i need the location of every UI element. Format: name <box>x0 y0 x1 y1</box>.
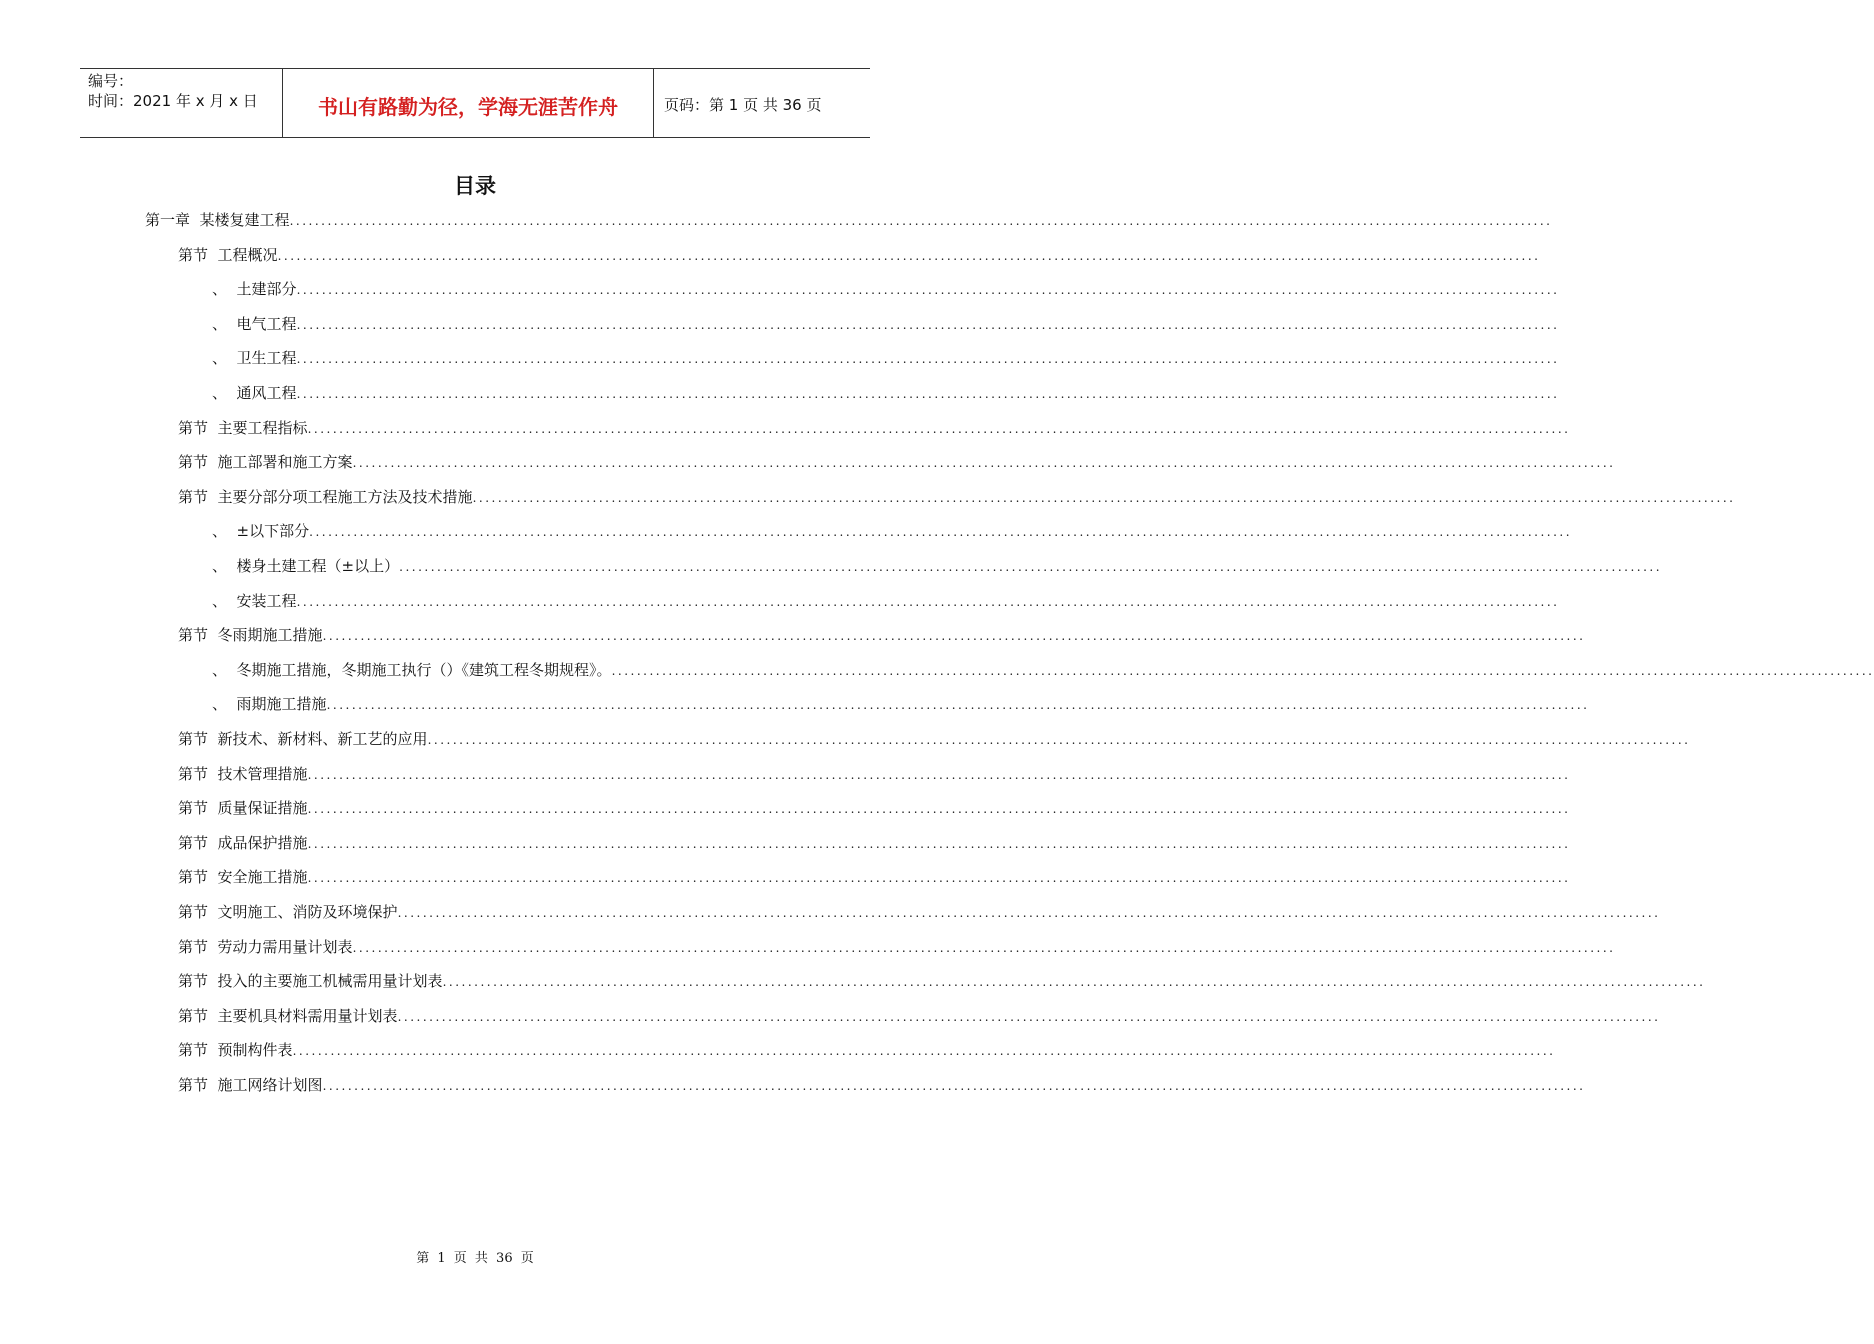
toc-entry-prefix: 第节 <box>178 730 218 748</box>
toc-dot-leader: ........................................................................................................................................................................................................ <box>307 421 1571 436</box>
toc-entry-prefix: 第节 <box>178 833 218 852</box>
toc-entry-text: 土建部分 <box>236 280 297 299</box>
header-meta-cell <box>80 69 282 137</box>
toc-entry-text: 施工网络计划图 <box>217 1076 323 1094</box>
toc-dot-leader: ........................................................................................................................................................................................................ <box>307 802 1571 817</box>
toc-entry[interactable] <box>178 1038 1556 1062</box>
toc-dot-leader: ........................................................................................................................................................................................................ <box>296 594 1560 609</box>
toc-entry[interactable] <box>212 346 1560 370</box>
toc-entry-text: 新技术、新材料、新工艺的应用 <box>217 730 428 748</box>
toc-entry[interactable] <box>178 485 1736 509</box>
toc-entry[interactable] <box>178 762 1571 786</box>
toc-dot-leader: ........................................................................................................................................................................................................ <box>296 387 1560 401</box>
toc-entry-text: 电气工程 <box>236 314 297 333</box>
toc-entry-text: 工程概况 <box>217 245 278 264</box>
toc-entry[interactable] <box>212 519 1573 543</box>
toc-entry-text: 劳动力需用量计划表 <box>217 937 353 956</box>
toc-entry-prefix: 第节 <box>178 487 218 506</box>
toc-entry-prefix: 第节 <box>178 245 218 264</box>
toc-entry-prefix: 、 <box>212 349 237 368</box>
toc-entry-prefix: 第节 <box>178 1076 218 1094</box>
document-code-label: 编号： <box>88 72 134 90</box>
header-table <box>80 68 870 138</box>
toc-entry-text: 安装工程 <box>236 591 297 610</box>
toc-entry-text: 冬期施工措施，冬期施工执行（）《建筑工程冬期规程》。 <box>236 660 612 679</box>
toc-entry-text: 卫生工程 <box>236 349 297 368</box>
toc-entry-prefix: 、 <box>212 695 237 714</box>
toc-entry-prefix: 、 <box>212 280 237 299</box>
toc-dot-leader: ........................................................................................................................................................................................................ <box>307 836 1571 851</box>
header-page-info: 页码：第 1 页 共 36 页 <box>664 95 822 114</box>
document-time-label: 时间：2021 年 x 月 x 日 <box>88 92 258 110</box>
toc-entry-prefix: 、 <box>212 591 237 610</box>
toc-entry-text: ±以下部分 <box>236 522 310 541</box>
toc-dot-leader: ........................................................................................................................................................................................................ <box>322 629 1586 644</box>
toc-entry[interactable] <box>178 865 1571 889</box>
toc-dot-leader: ........................................................................................................................................................................................................ <box>352 940 1616 955</box>
toc-dot-leader: ........................................................................................................................................................................................................ <box>399 560 1663 574</box>
toc-entry[interactable] <box>212 692 1590 716</box>
toc-entry-text: 主要工程指标 <box>217 418 308 437</box>
toc-dot-leader: ........................................................................................................................................................................................................ <box>309 525 1573 540</box>
toc-entry[interactable] <box>178 1073 1586 1097</box>
toc-entry-text: 质量保证措施 <box>217 799 308 818</box>
toc-entry-text: 楼身土建工程（±以上） <box>236 557 400 575</box>
toc-entry-text: 技术管理措施 <box>217 764 308 783</box>
toc-dot-leader: ........................................................................................................................................................................................................ <box>296 317 1560 332</box>
toc-dot-leader: ........................................................................................................................................................................................................ <box>472 490 1736 505</box>
toc-dot-leader: ........................................................................................................................................................................................................ <box>296 352 1560 367</box>
toc-entry[interactable] <box>178 831 1571 855</box>
toc-dot-leader: ........................................................................................................................................................................................................ <box>322 1079 1586 1093</box>
toc-entry-prefix: 、 <box>212 314 237 333</box>
toc-entry-text: 成品保护措施 <box>217 833 308 852</box>
toc-entry-prefix: 、 <box>212 522 237 541</box>
toc-dot-leader: ........................................................................................................................................................................................................ <box>352 456 1616 471</box>
toc-entry[interactable] <box>145 208 1553 232</box>
toc-dot-leader: ........................................................................................................................................................................................................ <box>292 1044 1556 1059</box>
toc-dot-leader: ........................................................................................................................................................................................................ <box>307 871 1571 886</box>
toc-entry[interactable] <box>212 381 1560 405</box>
toc-entry-prefix: 第节 <box>178 937 218 956</box>
toc-dot-leader: ........................................................................................................................................................................................................ <box>307 767 1571 782</box>
toc-entry[interactable] <box>212 658 1874 682</box>
toc-entry-text: 冬雨期施工措施 <box>217 626 323 645</box>
toc-entry[interactable] <box>212 589 1560 613</box>
header-motto: 书山有路勤为径，学海无涯苦作舟 <box>282 69 654 137</box>
toc-dot-leader: ........................................................................................................................................................................................................ <box>397 906 1661 920</box>
toc-entry-text: 施工部署和施工方案 <box>217 453 353 472</box>
toc-entry-text: 主要分部分项工程施工方法及技术措施 <box>217 487 473 506</box>
toc-dot-leader: ........................................................................................................................................................................................................ <box>326 698 1590 713</box>
toc-dot-leader: ........................................................................................................................................................................................................ <box>277 248 1541 263</box>
toc-entry[interactable] <box>212 277 1560 301</box>
toc-entry[interactable] <box>212 554 1663 578</box>
toc-entry-text: 投入的主要施工机械需用量计划表 <box>217 972 443 991</box>
toc-entry[interactable] <box>178 1004 1661 1028</box>
toc-entry[interactable] <box>212 312 1560 336</box>
toc-entry-prefix: 、 <box>212 660 237 679</box>
toc-entry-text: 某楼复建工程 <box>199 211 290 229</box>
page-footer: 第 1 页 共 36 页 <box>416 1251 534 1266</box>
toc-entry-prefix: 第节 <box>178 626 218 645</box>
toc-entry-prefix: 、 <box>212 384 237 402</box>
toc-dot-leader: ........................................................................................................................................................................................................ <box>442 975 1706 990</box>
toc-entry[interactable] <box>178 969 1706 993</box>
toc-entry-prefix: 第节 <box>178 799 218 818</box>
toc-dot-leader: ........................................................................................................................................................................................................ <box>611 663 1874 678</box>
toc-dot-leader: ........................................................................................................................................................................................................ <box>427 733 1691 747</box>
toc-title: 目录 <box>454 174 496 198</box>
toc-dot-leader: ........................................................................................................................................................................................................ <box>397 1009 1661 1024</box>
toc-entry[interactable] <box>178 727 1691 751</box>
toc-entry[interactable] <box>178 623 1586 647</box>
toc-entry[interactable] <box>178 450 1616 474</box>
toc-entry-text: 主要机具材料需用量计划表 <box>217 1006 398 1025</box>
toc-entry-text: 雨期施工措施 <box>236 695 327 714</box>
toc-entry-prefix: 第节 <box>178 764 218 783</box>
toc-entry-prefix: 第节 <box>178 972 218 991</box>
toc-dot-leader: ........................................................................................................................................................................................................ <box>289 214 1553 228</box>
toc-entry[interactable] <box>178 796 1571 820</box>
toc-entry-prefix: 第节 <box>178 418 218 437</box>
toc-entry-prefix: 第节 <box>178 903 218 921</box>
toc-entry[interactable] <box>178 416 1571 440</box>
toc-entry[interactable] <box>178 935 1616 959</box>
toc-entry-prefix: 第节 <box>178 1041 218 1060</box>
toc-entry-prefix: 第一章 <box>145 211 200 229</box>
toc-entry[interactable] <box>178 900 1661 924</box>
toc-entry-prefix: 第节 <box>178 1006 218 1025</box>
toc-entry-text: 安全施工措施 <box>217 868 308 887</box>
toc-entry-prefix: 、 <box>212 557 237 575</box>
toc-entry[interactable] <box>178 243 1541 267</box>
toc-entry-prefix: 第节 <box>178 868 218 887</box>
toc-entry-text: 预制构件表 <box>217 1041 293 1060</box>
toc-dot-leader: ........................................................................................................................................................................................................ <box>296 283 1560 298</box>
toc-entry-prefix: 第节 <box>178 453 218 472</box>
toc-entry-text: 文明施工、消防及环境保护 <box>217 903 398 921</box>
toc-entry-text: 通风工程 <box>236 384 297 402</box>
